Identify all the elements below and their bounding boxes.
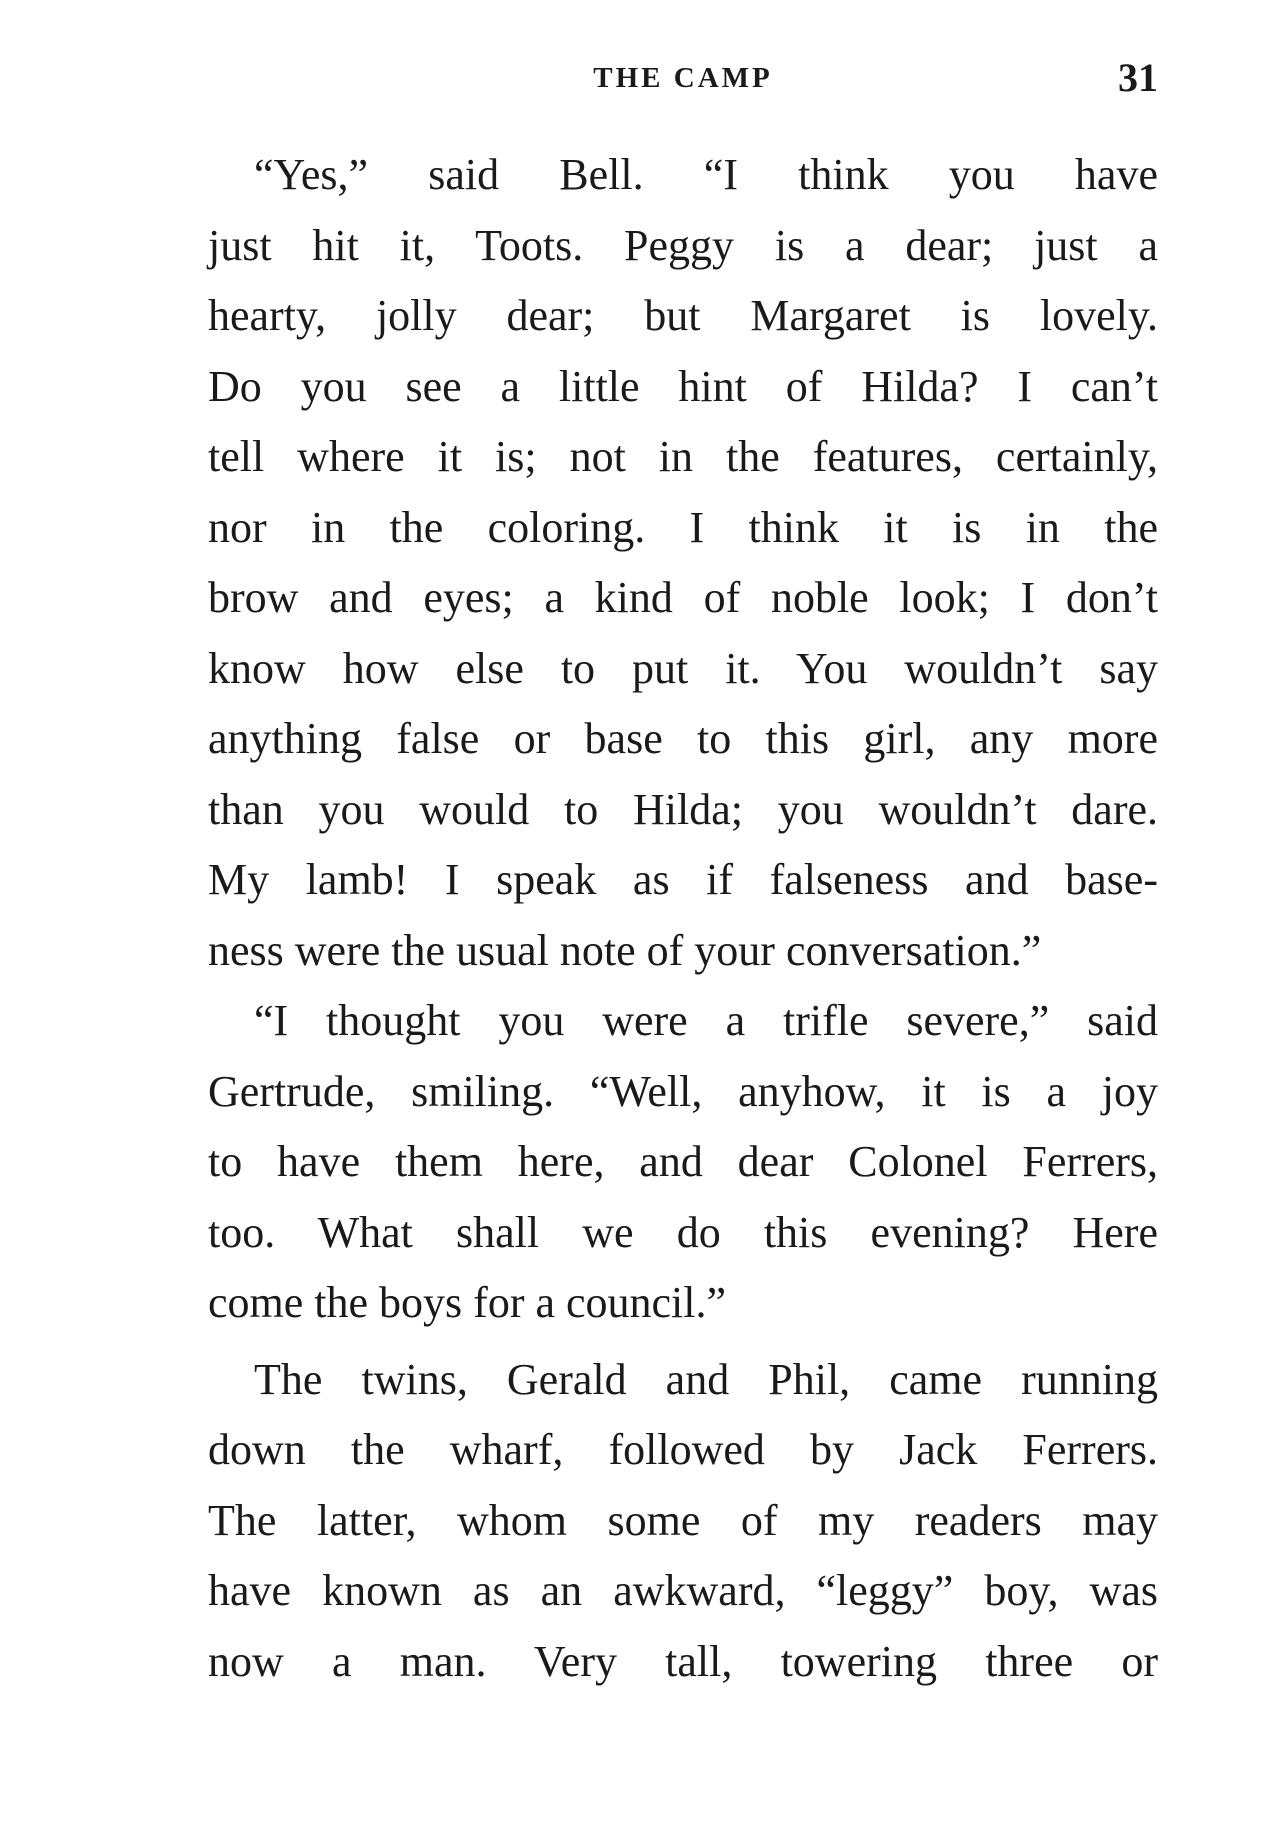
text-line: Gertrude, smiling. “Well, anyhow, it is a joy bbox=[208, 1066, 1158, 1116]
text-line: Do you see a little hint of Hilda? I can’t bbox=[208, 361, 1158, 411]
text-line: have known as an awkward, “leggy” boy, was bbox=[208, 1566, 1158, 1615]
text-line: brow and eyes; a kind of noble look; I don’t bbox=[208, 573, 1158, 622]
text-line: know how else to put it. You wouldn’t say bbox=[208, 643, 1158, 693]
text-line: The twins, Gerald and Phil, came running bbox=[254, 1354, 1158, 1404]
body-text bbox=[208, 140, 1158, 1697]
running-head bbox=[208, 56, 1158, 104]
text-line: nor in the coloring. I think it is in the bbox=[208, 502, 1158, 552]
text-line: now a man. Very tall, towering three or bbox=[208, 1636, 1158, 1686]
text-line: tell where it is; not in the features, certainly, bbox=[208, 432, 1158, 481]
text-line: come the boys for a council.” bbox=[208, 1278, 727, 1327]
text-line: too. What shall we do this evening? Here bbox=[208, 1207, 1158, 1257]
running-title: THE CAMP bbox=[593, 62, 773, 94]
text-line: The latter, whom some of my readers may bbox=[208, 1495, 1158, 1545]
text-line: down the wharf, followed by Jack Ferrers. bbox=[208, 1425, 1158, 1474]
text-line: just hit it, Toots. Peggy is a dear; just a bbox=[208, 220, 1158, 270]
text-line: to have them here, and dear Colonel Ferrers, bbox=[208, 1137, 1158, 1186]
text-line: “Yes,” said Bell. “I think you have bbox=[254, 150, 1158, 199]
page-number: 31 bbox=[1118, 55, 1158, 100]
text-line: hearty, jolly dear; but Margaret is lovely. bbox=[208, 291, 1158, 340]
text-line: anything false or base to this girl, any more bbox=[208, 714, 1158, 763]
text-line: ness were the usual note of your conversation.” bbox=[208, 925, 1042, 975]
text-line: My lamb! I speak as if falseness and base- bbox=[208, 855, 1158, 904]
text-line: than you would to Hilda; you wouldn’t dare. bbox=[208, 784, 1158, 834]
text-line: “I thought you were a trifle severe,” said bbox=[254, 996, 1158, 1045]
